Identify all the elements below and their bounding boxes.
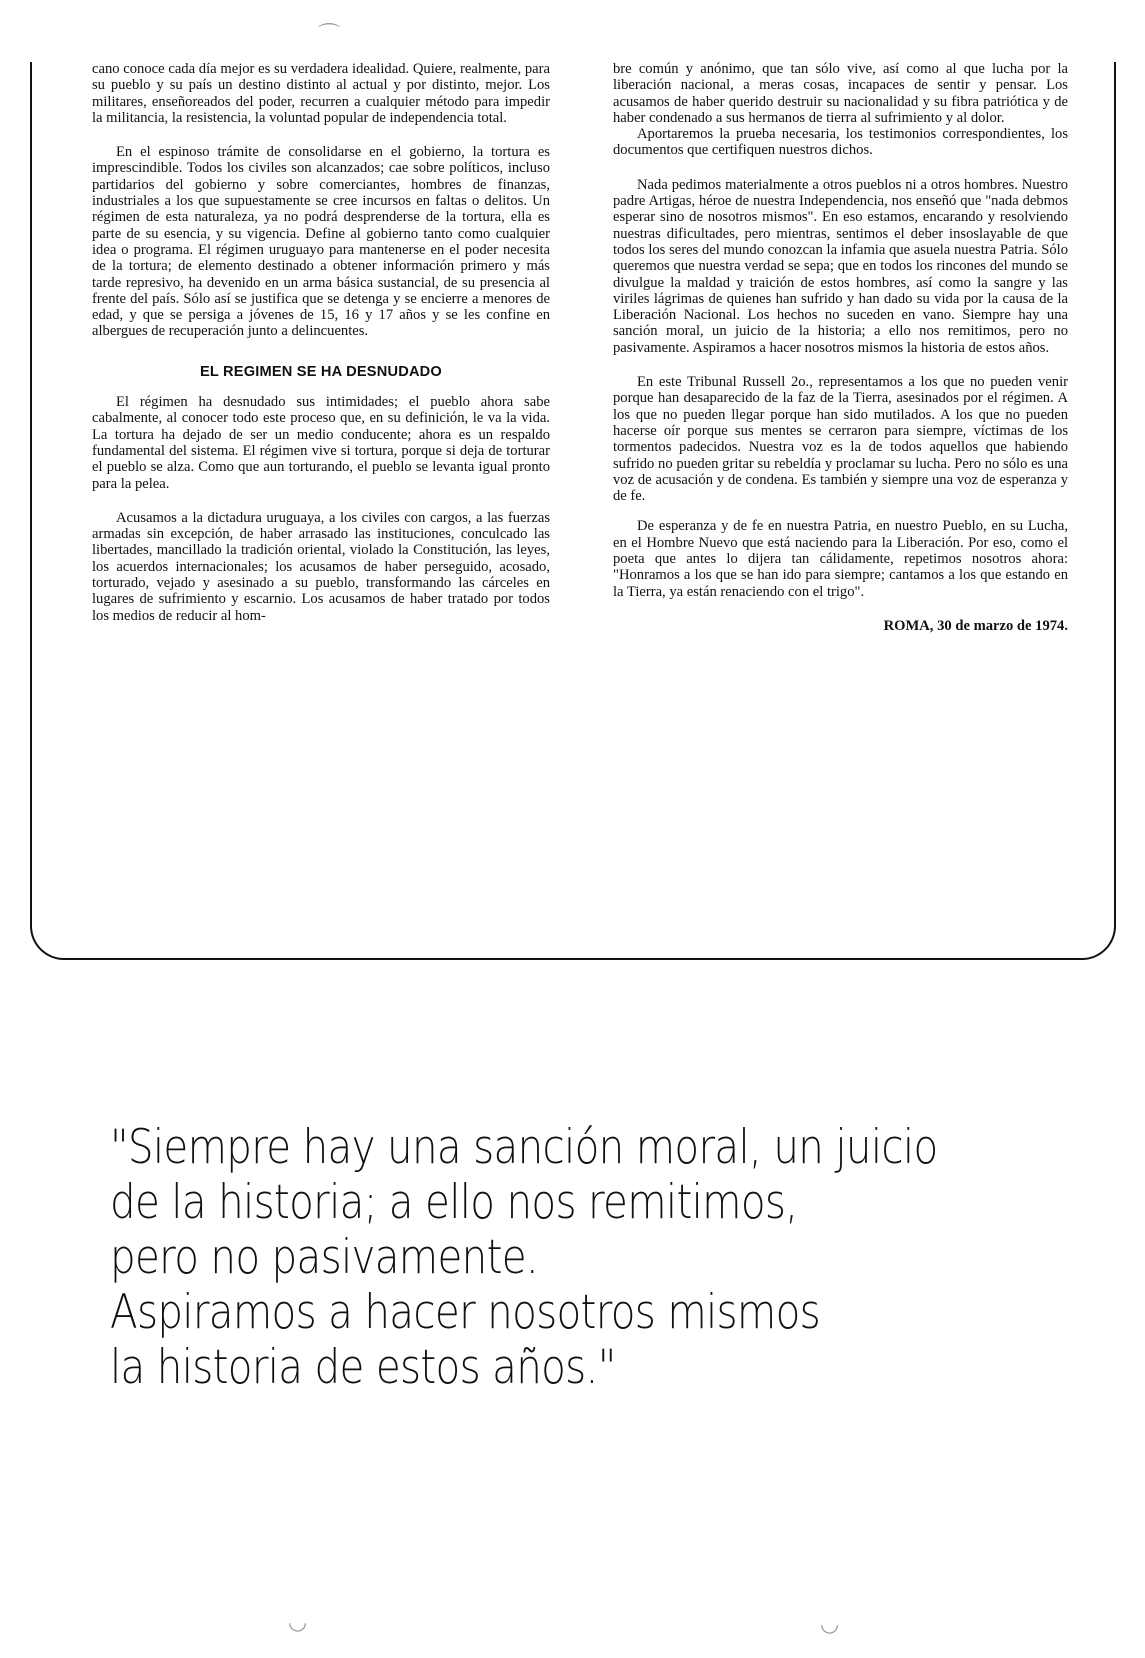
pull-quote (110, 1120, 936, 1395)
right-paragraph-3: Nada pedimos materialmente a otros pueblos ni a otros hombres. Nuestro padre Artigas, héroe de nuestra Independencia, nos enseñó que "nada debmos esperar sino de nosotros mismos". En eso estamos, encarando y resolviendo nuestras dificultades, pero mientras, sentimos el deber insoslayable de que todos los seres del mundo conozcan la infamia que asuela nuestra Patria. Sólo queremos que nuestra verdad se sepa; que en todos los rincones del mundo se divulgue la maldad y traición de estos hombres, así como la sangre y las viriles lágrimas de quienes han sufrido y han dado su vida por la causa de la Liberación Nacional. Los hechos no suceden en vano. Siempre hay una sanción moral, un juicio de la historia; a ello nos remitimos, pero no pasivamente. Aspiramos a hacer nosotros mismos la historia de estos años. (613, 176, 1068, 356)
scan-mark-top: ⌒ (318, 23, 341, 48)
section-heading: EL REGIMEN SE HA DESNUDADO (200, 363, 442, 380)
left-paragraph-2: En el espinoso trámite de consolidarse en el gobierno, la tortura es imprescindible. Todos los civiles son alcanzados; cae sobre políticos, incluso partidarios del gobierno y sobre comerciantes, hombres de finanzas, industriales a los que supuestamente se cree incursos en faltas o delitos. Un régimen de esta naturaleza, ya no podrá desprenderse de la tortura, ella es parte de su esencia, y su vigencia. Define al gobierno tanto como cualquier idea o programa. El régimen uruguayo para mantenerse en el poder necesita de la tortura; de elemento destinado a obtener información primero y más tarde represivo, ha devenido en un arma básica sustancial, de su presencia al frente del país. Sólo así se justifica que se detenga y se encierre a menores de edad, y que se persiga a jóvenes de 15, 16 y 17 años y se les confine en albergues de recuperación junto a delincuentes. (92, 144, 550, 340)
right-paragraph-5: De esperanza y de fe en nuestra Patria, en nuestro Pueblo, en su Lucha, en el Hombre Nuevo que está naciendo para la Liberación. Por eso, como el poeta que antes lo dijera tan cálidamente, repetimos nosotros ahora: "Honramos a los que se han ido para siempre; cantamos a los que estando en la Tierra, ya están renaciendo con el trigo". (613, 518, 1068, 600)
right-paragraph-1: bre común y anónimo, que tan sólo vive, así como al que lucha por la liberación nacional, a meras cosas, incapaces de sentir y pensar. Los acusamos de haber querido destruir su nacionalidad y su fibra patriótica y de haber condenado a sus hermanos de tierra al sufrimiento y al dolor. (613, 61, 1068, 126)
quote-line-3: pero no pasivamente. (110, 1230, 539, 1285)
quote-line-4: Aspiramos a hacer nosotros mismos (110, 1285, 821, 1340)
left-paragraph-1: cano conoce cada día mejor es su verdadera idealidad. Quiere, realmente, para su pueblo y su país un destino distinto al actual y por distinto, mejor. Los militares, enseñoreados del poder, recurren a cualquier método para impedir la militancia, la resistencia, la voluntad popular de independencia total. (92, 61, 550, 126)
quote-line-1: "Siempre hay una sanción moral, un juicio (110, 1120, 938, 1175)
right-paragraph-4: En este Tribunal Russell 2o., representamos a los que no pueden venir porque han desaparecido de la faz de la Tierra, asesinados por el régimen. A los que no pueden llegar porque han sido mutilados. A los que no pueden hacerse oír porque sus mentes se cerraron para siempre, víctimas de los tormentos padecidos. Nuestra voz es la de todos aquellos que habiendo sufrido no pueden gritar su rebeldía y proclamar su lucha. Pero no sólo es una voz de acusación y de condena. Es también y siempre una voz de esperanza y de fe. (613, 374, 1068, 505)
left-paragraph-4: Acusamos a la dictadura uruguaya, a los civiles con cargos, a las fuerzas armadas sin excepción, de haber arrasado las instituciones, conculcado las libertades, mancillado la tradición oriental, violado la Constitución, las leyes, los acuerdos internacionales; los acusamos de haber perseguido, acosado, torturado, vejado y asesinado a su pueblo, transformando las cárceles en lugares de sufrimiento y escarnio. Los acusamos de haber tratado por todos los medios de reducir al hom- (92, 509, 550, 624)
scan-mark-bottom-left: ◡ (288, 1610, 308, 1635)
right-paragraph-2: Aportaremos la prueba necesaria, los testimonios correspondientes, los documentos que certifiquen nuestros dichos. (613, 126, 1068, 159)
left-column (92, 61, 550, 624)
right-column (613, 61, 1068, 638)
signoff-date: ROMA, 30 de marzo de 1974. (883, 617, 1068, 634)
scan-mark-bottom-right: ◡ (820, 1612, 840, 1637)
left-paragraph-3: El régimen ha desnudado sus intimidades; el pueblo ahora sabe cabalmente, al conocer todo este proceso que, en su definición, le va la vida. La tortura ha dejado de ser un medio conducente; ahora es un respaldo fundamental del sistema. El régimen vive si tortura, porque si deja de torturar el pueblo se alza. Como que aun torturando, el pueblo se levanta igual pronto para la pelea. (92, 394, 550, 492)
quote-line-2: de la historia; a ello nos remitimos, (110, 1175, 798, 1230)
quote-line-5: la historia de estos años." (110, 1340, 616, 1395)
